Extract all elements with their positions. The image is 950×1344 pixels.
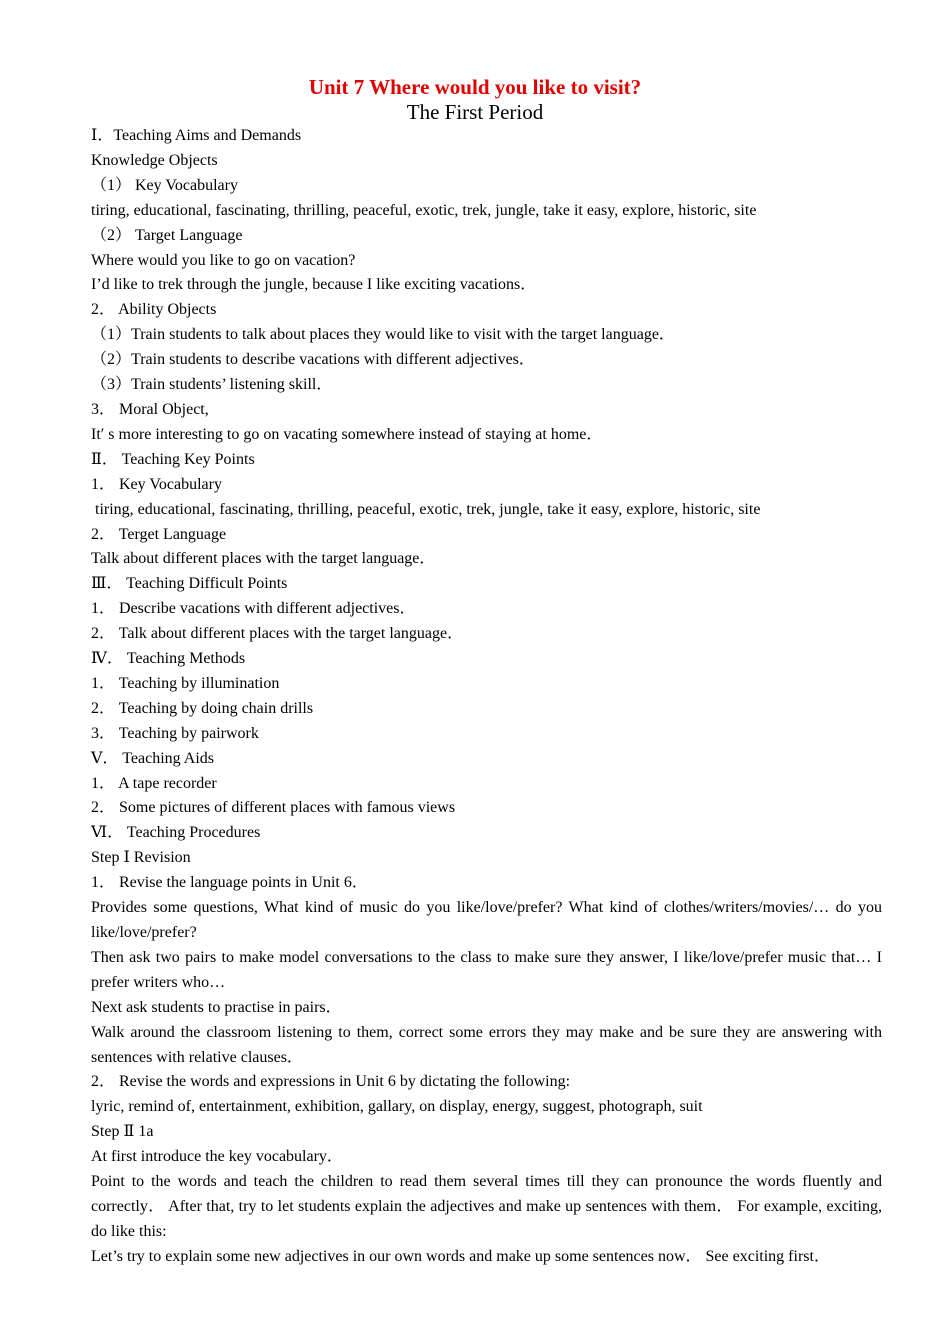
text-line: Talk about different places with the target language． (91, 550, 436, 568)
text-line: 1． Revise the language points in Unit 6． (91, 874, 368, 892)
text-line: At first introduce the key vocabulary． (91, 1148, 343, 1166)
text-line: It′ s more interesting to go on vacating somewhere instead of staying at home． (91, 425, 603, 443)
text-line: 2． Talk about different places with the target language． (91, 625, 464, 643)
paragraph: Provides some questions, What kind of music do you like/love/prefer? What kind of clothes/writers/movies/… do you like/love/prefer? (91, 899, 882, 941)
text-line: I’d like to trek through the jungle, because I like exciting vacations． (91, 276, 537, 294)
text-line: Where would you like to go on vacation? (91, 251, 356, 269)
text-line: lyric, remind of, entertainment, exhibition, gallary, on display, energy, suggest, photograph, suit (91, 1098, 703, 1116)
text-line: （1）Train students to talk about places they would like to visit with the target language． (91, 326, 675, 344)
text-line: tiring, educational, fascinating, thrilling, peaceful, exotic, trek, jungle, take it easy, explore, historic, site (95, 500, 761, 518)
step-heading: Step Ⅰ Revision (91, 849, 191, 867)
text-line: tiring, educational, fascinating, thrilling, peaceful, exotic, trek, jungle, take it easy, explore, historic, site (91, 201, 757, 219)
text-line: Let’s try to explain some new adjectives in our own words and make up some sentences now． See exciting first． (91, 1247, 830, 1265)
text-line: 2． Revise the words and expressions in Unit 6 by dictating the following: (91, 1073, 571, 1091)
text-line: （2）Train students to describe vacations with different adjectives． (91, 351, 535, 369)
paragraph: Point to the words and teach the children to read them several times till they can pronounce the words fluently and correctly． After that, try to let students explain the adjectives and make up sentences with them． For example, exciting, do like this: (91, 1173, 883, 1240)
text-line: 1． Teaching by illumination (91, 674, 280, 692)
text-line: 2． Ability Objects (91, 301, 217, 319)
step-heading: Step Ⅱ 1a (91, 1123, 154, 1141)
section-heading-aims: Ⅰ．Teaching Aims and Demands (91, 127, 302, 144)
text-line: 1． Key Vocabulary (91, 475, 222, 493)
section-heading-methods: Ⅳ． Teaching Methods (91, 650, 246, 668)
section-heading-procedures: Ⅵ． Teaching Procedures (91, 824, 261, 842)
text-line: Next ask students to practise in pairs． (91, 998, 342, 1016)
period-subtitle: The First Period (406, 100, 544, 124)
section-heading-key-points: Ⅱ． Teaching Key Points (91, 450, 255, 468)
text-line: （2） Target Language (91, 226, 243, 244)
paragraph: Then ask two pairs to make model conversations to the class to make sure they answer, I like/love/prefer music that… I prefer writers who… (91, 948, 882, 991)
document-body (91, 124, 882, 1270)
text-line: 3． Teaching by pairwork (91, 724, 259, 742)
unit-title: Unit 7 Where would you like to visit? (308, 75, 642, 99)
text-line: 1． Describe vacations with different adjectives． (91, 600, 416, 618)
text-line: （3）Train students’ listening skill． (91, 376, 333, 394)
text-line: 2． Some pictures of different places with famous views (91, 799, 456, 817)
paragraph: Walk around the classroom listening to them, correct some errors they may make and be sure they are answering with sentences with relative clauses． (91, 1023, 882, 1066)
text-line: （1） Key Vocabulary (91, 176, 238, 194)
text-line: 3． Moral Object, (91, 400, 209, 418)
text-line: 2． Teaching by doing chain drills (91, 699, 314, 717)
text-line: Knowledge Objects (91, 151, 218, 169)
section-heading-aids: Ⅴ． Teaching Aids (91, 749, 215, 767)
text-line: 2． Terget Language (91, 525, 227, 543)
section-heading-difficult-points: Ⅲ． Teaching Difficult Points (91, 575, 288, 593)
text-line: 1． A tape recorder (91, 774, 217, 792)
